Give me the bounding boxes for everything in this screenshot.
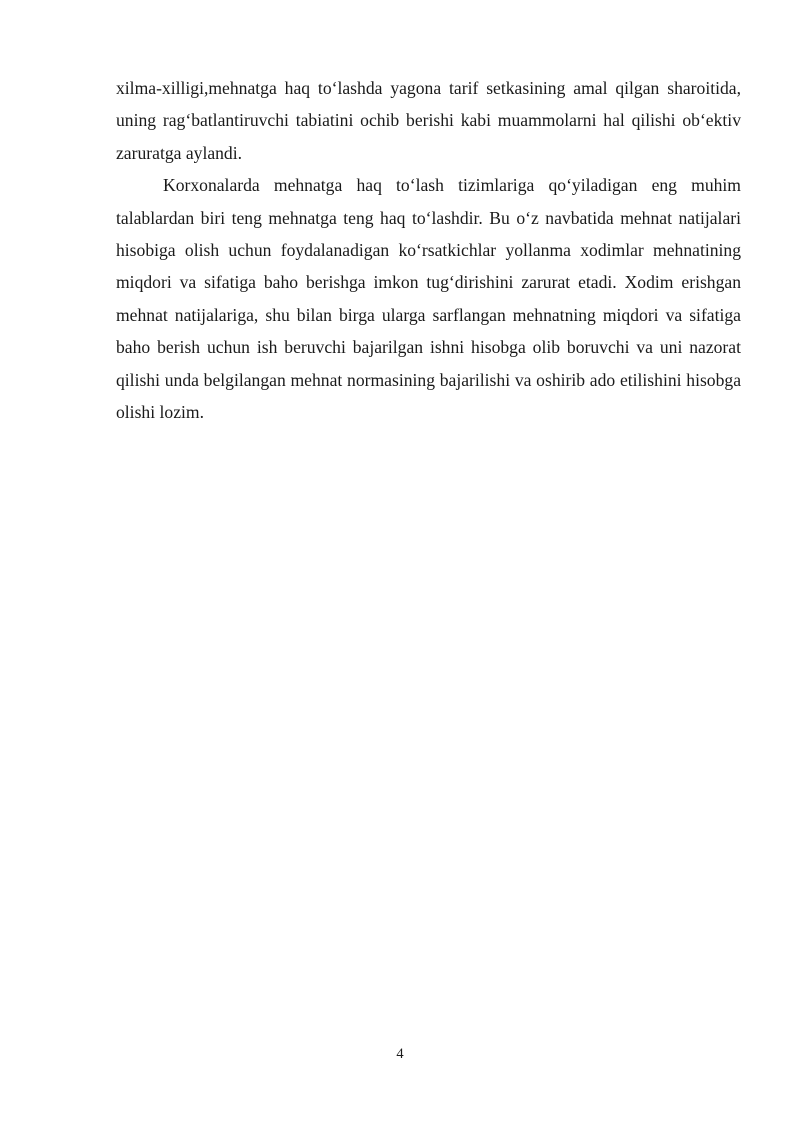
page-number: 4 [396,1046,404,1062]
paragraph-continuation: xilma-xilligi,mehnatga haq to‘lashda yagona tarif setkasining amal qilgan sharoitida, uning rag‘batlantiruvchi tabiatini ochib berishi kabi muammolarni hal qilishi ob‘ektiv zaruratga aylandi. [116,78,741,163]
body-text [116,72,741,428]
paragraph: Korxonalarda mehnatga haq to‘lash tizimlariga qo‘yiladigan eng muhim talablardan biri teng mehnatga teng haq to‘lashdir. Bu o‘z navbatida mehnat natijalari hisobiga olish uchun foydalanadigan ko‘rsatkichlar yollanma xodimlar mehnatining miqdori va sifatiga baho berishga imkon tug‘dirishini zarurat etadi. Xodim erishgan mehnat natijalariga, shu bilan birga ularga sarflangan mehnatning miqdori va sifatiga baho berish uchun ish beruvchi bajarilgan ishni hisobga olib boruvchi va uni nazorat qilishi unda belgilangan mehnat normasining bajarilishi va oshirib ado etilishini hisobga olishi lozim. [116,175,741,423]
